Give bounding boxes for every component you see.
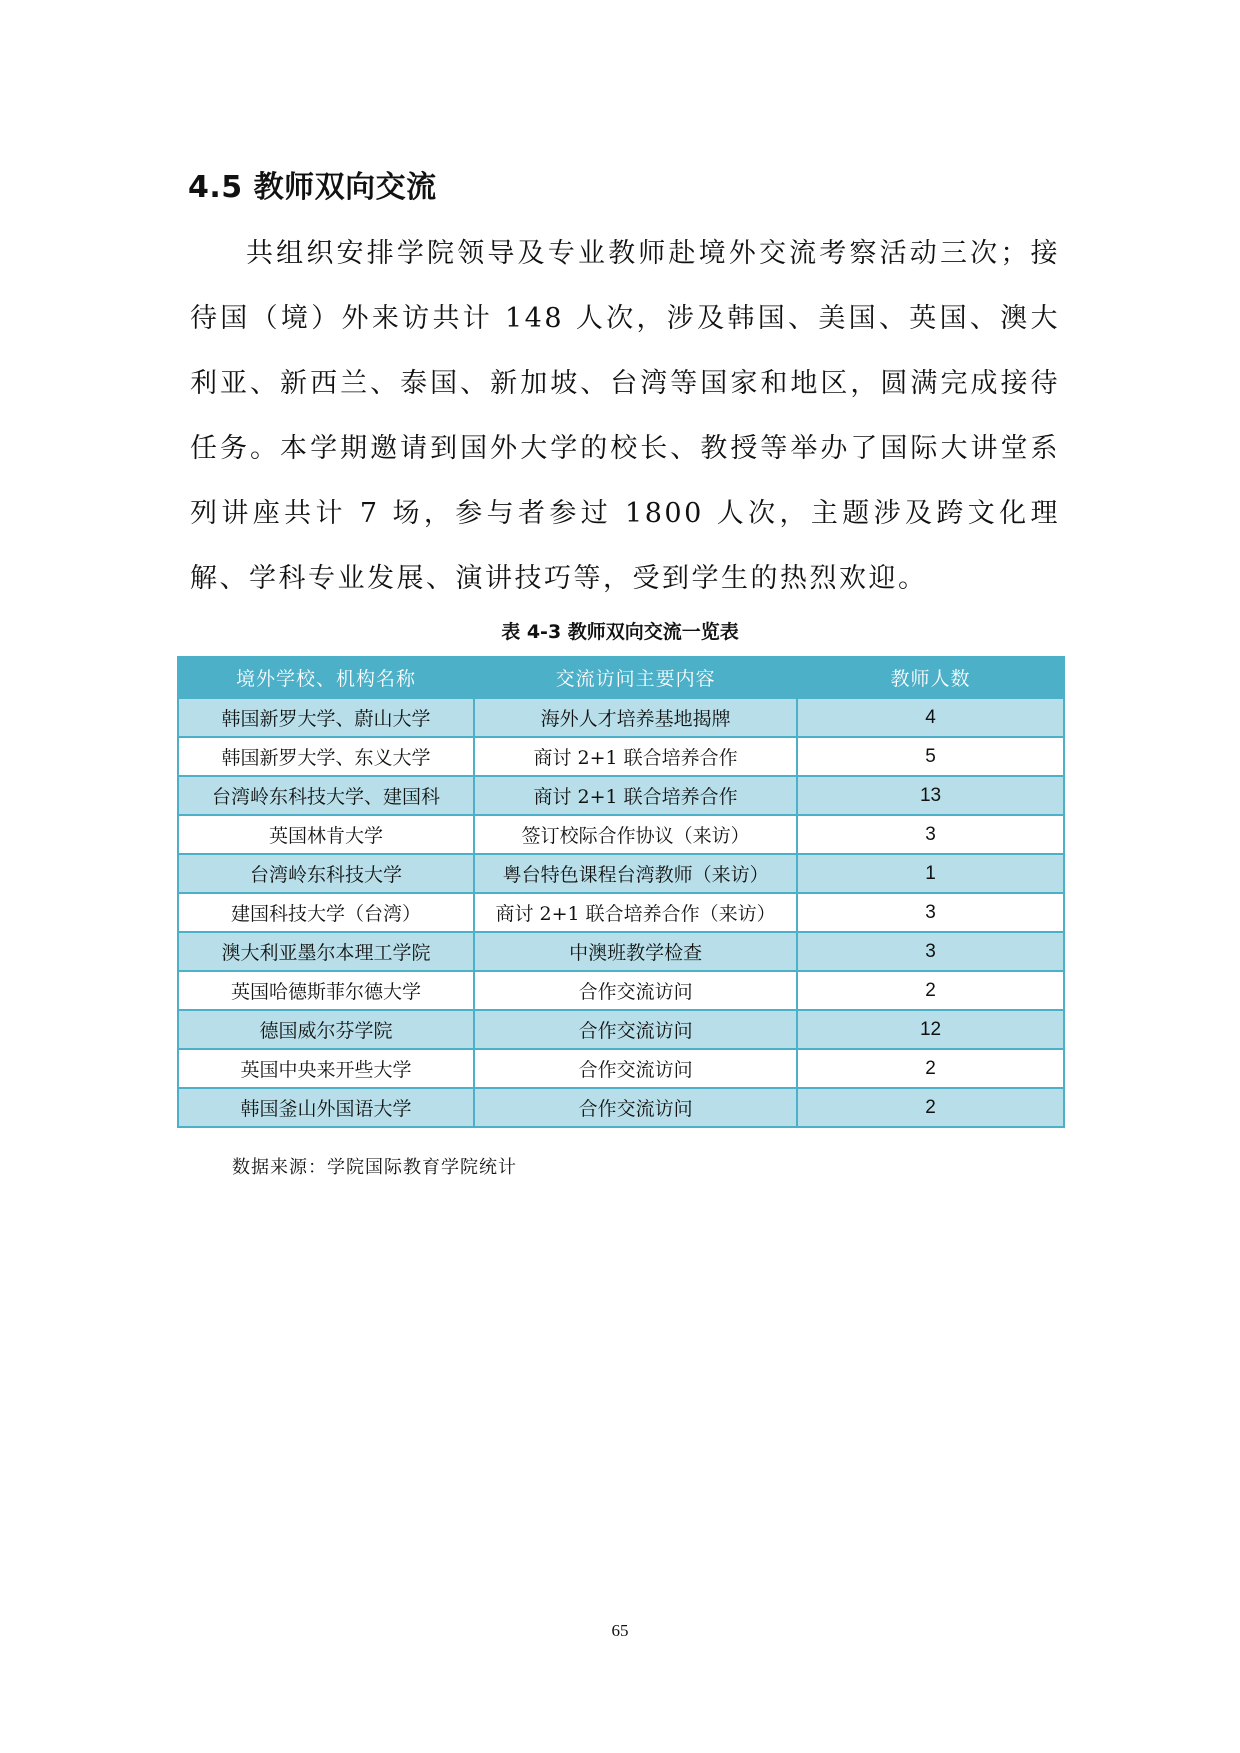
count-cell: 12	[797, 1010, 1064, 1049]
content-cell: 商讨 2+1 联合培养合作	[474, 737, 797, 776]
content-cell: 合作交流访问	[474, 971, 797, 1010]
count-cell: 3	[797, 932, 1064, 971]
count-cell: 2	[797, 1088, 1064, 1127]
content-cell: 海外人才培养基地揭牌	[474, 698, 797, 737]
institution-cell: 澳大利亚墨尔本理工学院	[178, 932, 474, 971]
institution-cell: 建国科技大学（台湾）	[178, 893, 474, 932]
table-row	[178, 1049, 1064, 1088]
institution-cell: 台湾岭东科技大学	[178, 854, 474, 893]
header-teacher-count: 教师人数	[797, 657, 1064, 698]
table-row	[178, 971, 1064, 1010]
table-header-row	[178, 657, 1064, 698]
table-caption: 表 4-3 教师双向交流一览表	[501, 621, 739, 643]
content-cell: 合作交流访问	[474, 1010, 797, 1049]
table-source-note: 数据来源：学院国际教育学院统计	[232, 1157, 517, 1178]
table-row	[178, 932, 1064, 971]
content-cell: 商讨 2+1 联合培养合作（来访）	[474, 893, 797, 932]
content-cell: 合作交流访问	[474, 1088, 797, 1127]
table-row	[178, 854, 1064, 893]
table-row	[178, 737, 1064, 776]
count-cell: 2	[797, 971, 1064, 1010]
institution-cell: 英国中央来开些大学	[178, 1049, 474, 1088]
content-cell: 商讨 2+1 联合培养合作	[474, 776, 797, 815]
count-cell: 2	[797, 1049, 1064, 1088]
content-cell: 粤台特色课程台湾教师（来访）	[474, 854, 797, 893]
header-content: 交流访问主要内容	[474, 657, 797, 698]
count-cell: 3	[797, 815, 1064, 854]
count-cell: 3	[797, 893, 1064, 932]
count-cell: 1	[797, 854, 1064, 893]
table-row	[178, 893, 1064, 932]
table-row	[178, 815, 1064, 854]
institution-cell: 韩国新罗大学、东义大学	[178, 737, 474, 776]
header-institution: 境外学校、机构名称	[178, 657, 474, 698]
section-heading: 4.5 教师双向交流	[188, 170, 437, 205]
count-cell: 13	[797, 776, 1064, 815]
content-cell: 中澳班教学检查	[474, 932, 797, 971]
institution-cell: 英国哈德斯菲尔德大学	[178, 971, 474, 1010]
institution-cell: 韩国釜山外国语大学	[178, 1088, 474, 1127]
content-cell: 签订校际合作协议（来访）	[474, 815, 797, 854]
content-cell: 合作交流访问	[474, 1049, 797, 1088]
institution-cell: 台湾岭东科技大学、建国科	[178, 776, 474, 815]
table-row	[178, 698, 1064, 737]
table-row	[178, 1088, 1064, 1127]
institution-cell: 德国威尔芬学院	[178, 1010, 474, 1049]
institution-cell: 韩国新罗大学、蔚山大学	[178, 698, 474, 737]
count-cell: 4	[797, 698, 1064, 737]
table-row	[178, 776, 1064, 815]
exchange-table	[177, 656, 1065, 1128]
page-number: 65	[611, 1621, 629, 1640]
institution-cell: 英国林肯大学	[178, 815, 474, 854]
count-cell: 5	[797, 737, 1064, 776]
body-paragraph: 共组织安排学院领导及专业教师赴境外交流考察活动三次；接待国（境）外来访共计 148 人次，涉及韩国、美国、英国、澳大利亚、新西兰、泰国、新加坡、台湾等国家和地区，圆满完成接待任务。本学期邀请到国外大学的校长、教授等举办了国际大讲堂系列讲座共计 7 场，参与者参过 1800 人次，主题涉及跨文化理解、学科专业发展、演讲技巧等，受到学生的热烈欢迎。	[190, 238, 1060, 594]
table-row	[178, 1010, 1064, 1049]
